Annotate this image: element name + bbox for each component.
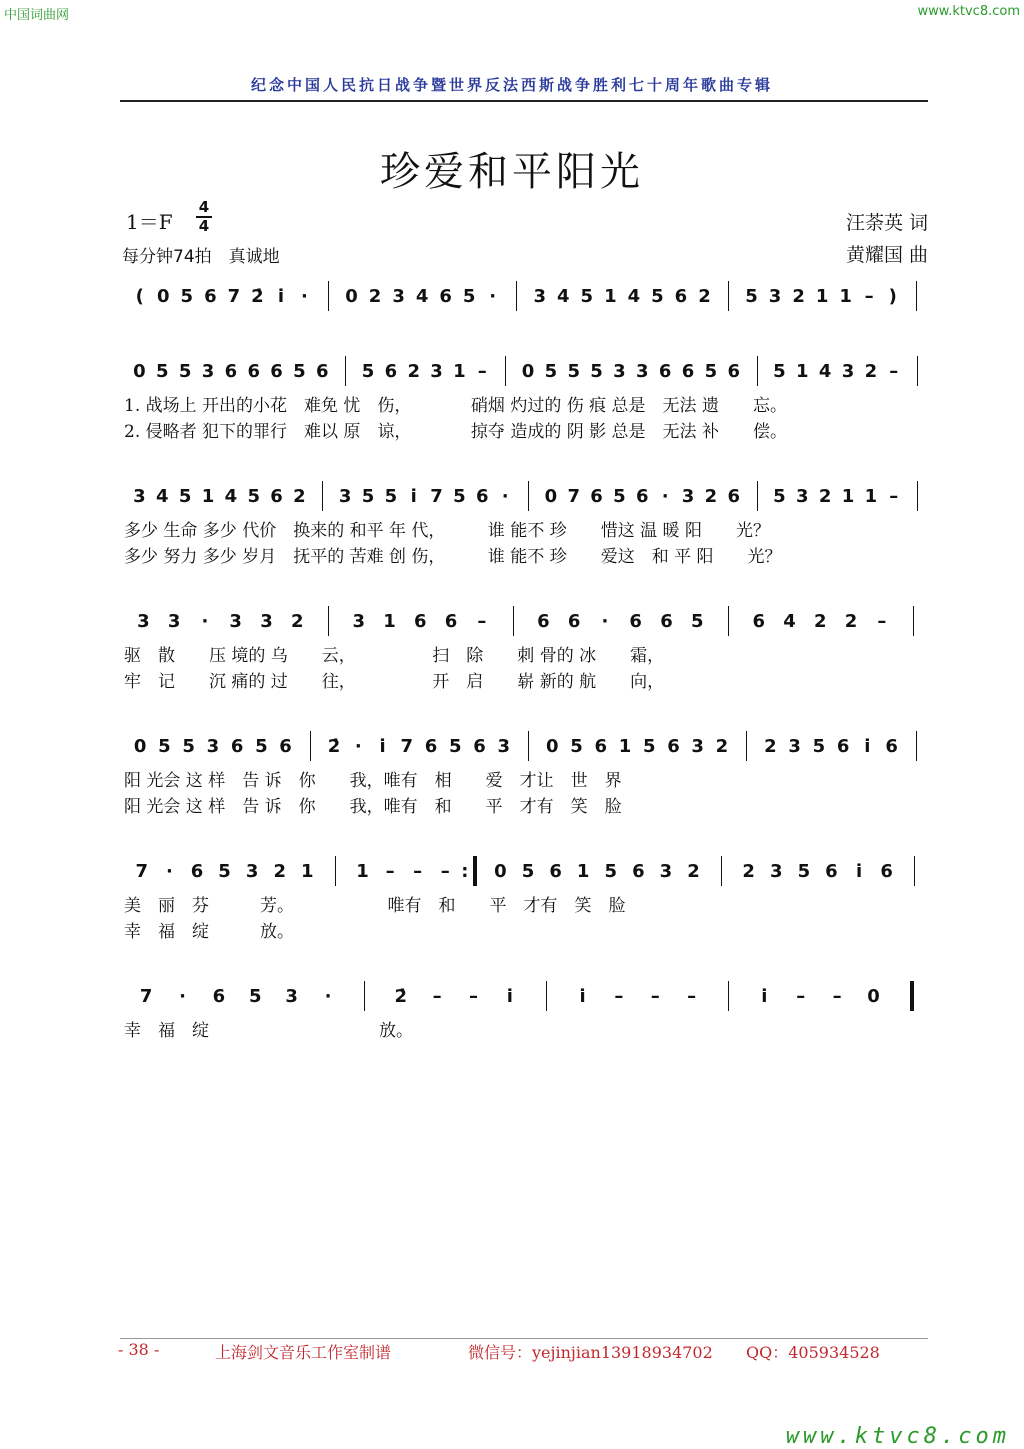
note: 6: [476, 486, 489, 507]
note: 3: [788, 736, 801, 757]
site-watermark-bottom: www.ktvc8.com: [785, 1424, 1010, 1449]
composer-credit: 黄耀国 曲: [845, 244, 928, 266]
wechat-id: 微信号：yejinjian13918934702: [468, 1343, 713, 1362]
note: 2: [864, 361, 878, 382]
note: 3: [260, 611, 273, 632]
notation-row: [120, 609, 930, 637]
note: i̇: [855, 861, 863, 882]
lyric-line: [120, 917, 930, 941]
note: 2: [704, 486, 718, 507]
note: 2: [764, 736, 777, 757]
note: 1: [796, 361, 809, 382]
note: (: [135, 286, 144, 307]
note: 2: [698, 286, 711, 307]
note: –: [796, 986, 806, 1007]
lyric-text: 多少 生命 多少 代价 换来的 和平 年 代， 谁 能不 珍 惜这 温 暖 阳 光？: [124, 521, 770, 541]
note: 5: [293, 361, 306, 382]
note: i̇: [410, 486, 417, 507]
note: 5: [178, 361, 192, 382]
note: 6: [880, 861, 893, 882]
note: 7: [139, 986, 153, 1007]
note: 6: [384, 361, 398, 382]
note: 5: [590, 361, 603, 382]
lyric-line: [120, 667, 930, 691]
note: 6: [549, 861, 562, 882]
bar-line: [916, 281, 917, 311]
footer-divider: [120, 1338, 928, 1339]
note: 6: [473, 736, 486, 757]
note: 3: [659, 861, 673, 882]
note: 5: [604, 861, 618, 882]
bar-line: [473, 856, 477, 886]
note: 6: [270, 361, 283, 382]
note: 6: [212, 986, 226, 1007]
tempo-marking: 每分钟74拍 真诚地: [122, 247, 280, 267]
bar-line: [914, 856, 915, 886]
note: 2: [368, 286, 382, 307]
note: 5: [361, 486, 375, 507]
note: 3: [636, 361, 649, 382]
note: 1: [839, 286, 852, 307]
note: 2: [715, 736, 729, 757]
note: 1: [841, 486, 855, 507]
lyric-line: [120, 516, 930, 540]
note: 5: [773, 486, 786, 507]
lyric-line: [120, 391, 930, 415]
note: i̇: [864, 736, 871, 757]
note: 5: [651, 286, 664, 307]
note: 6: [414, 611, 427, 632]
site-watermark-left: 中国词曲网: [4, 8, 70, 23]
note: 5: [462, 286, 476, 307]
note: 3: [796, 486, 809, 507]
note: ·: [201, 611, 209, 632]
note: 3: [137, 611, 150, 632]
note: –: [889, 361, 899, 382]
note: –: [477, 361, 487, 382]
note: –: [413, 861, 423, 882]
lyric-text: 阳 光会 这 样 告 诉 你 我，唯有 相 爱 才让 世 界: [124, 771, 622, 791]
note: 2: [818, 486, 832, 507]
note: 7: [400, 736, 414, 757]
note: 6: [727, 486, 740, 507]
note: 5: [182, 736, 195, 757]
notation-row: [120, 984, 930, 1012]
bar-line: [505, 356, 506, 386]
note: 5: [180, 286, 194, 307]
note: 6: [247, 361, 260, 382]
note: 3: [245, 861, 259, 882]
note: 6: [279, 736, 292, 757]
bar-line: [328, 606, 329, 636]
bar-line: [364, 981, 365, 1011]
note: 3: [768, 286, 782, 307]
note: 5: [745, 286, 758, 307]
collection-title: 纪念中国人民抗日战争暨世界反法西斯战争胜利七十周年歌曲专辑: [250, 76, 773, 94]
bar-line: [916, 731, 917, 761]
bar-line: [528, 481, 529, 511]
note: 5: [613, 486, 626, 507]
note: 6: [825, 861, 838, 882]
note: 6: [590, 486, 603, 507]
studio-credit: 上海剑文音乐工作室制谱: [215, 1343, 392, 1362]
note: 5: [247, 486, 260, 507]
note: 0: [867, 986, 880, 1007]
note: ·: [165, 861, 173, 882]
note: i̇: [277, 286, 285, 307]
note: 6: [658, 361, 672, 382]
bar-line: [728, 606, 729, 636]
note: 2̇: [327, 736, 341, 757]
note: –: [477, 611, 487, 632]
bar-line: [513, 606, 514, 636]
lyric-text: 驱 散 压 境的 乌 云， 扫 除 刺 骨的 冰 霜，: [124, 646, 665, 666]
note: 5: [773, 361, 786, 382]
bar-line: [335, 856, 336, 886]
note: 5: [249, 986, 262, 1007]
lyric-text: 幸 福 绽 放。: [124, 1021, 413, 1041]
note: –: [432, 986, 442, 1007]
note: 3: [681, 486, 695, 507]
note: –: [614, 986, 624, 1007]
note: 2: [293, 486, 306, 507]
note: 1: [864, 486, 878, 507]
lyric-line: [120, 641, 930, 665]
bar-line: [917, 481, 918, 511]
note: 3: [770, 861, 783, 882]
note: –: [889, 486, 899, 507]
note: –: [468, 986, 478, 1007]
bar-line: [516, 281, 517, 311]
note: 5: [384, 486, 398, 507]
note: 3: [392, 286, 405, 307]
note: 2: [290, 611, 304, 632]
note: 1: [604, 286, 617, 307]
note: 4: [557, 286, 570, 307]
note: 5: [544, 361, 558, 382]
note: 2: [687, 861, 700, 882]
note: 1: [356, 861, 369, 882]
note: 3: [430, 361, 443, 382]
note: 5: [255, 736, 268, 757]
lyric-line: [120, 766, 930, 790]
note: 6: [567, 611, 581, 632]
note: 0: [521, 361, 535, 382]
lyric-text: 多少 努力 多少 岁月 抚平的 苦难 创 伤， 谁 能不 珍 爱这 和 平 阳 光？: [124, 547, 782, 567]
bar-line: [528, 731, 529, 761]
note: 3: [229, 611, 242, 632]
bar-line: [322, 481, 323, 511]
note: 5: [642, 736, 656, 757]
note: ·: [301, 286, 308, 307]
note: 5: [580, 286, 594, 307]
note: 6: [230, 736, 244, 757]
note: 3: [352, 611, 366, 632]
note: 5: [690, 611, 704, 632]
note: ·: [179, 986, 186, 1007]
note: 6: [316, 361, 329, 382]
note: 6: [681, 361, 695, 382]
bar-line: [913, 606, 914, 636]
note: 1: [301, 861, 314, 882]
note: 4: [627, 286, 641, 307]
notation-row: [120, 359, 930, 387]
lyric-line: [120, 891, 930, 915]
note: 2: [814, 611, 827, 632]
note: 7: [567, 486, 580, 507]
note: ·: [489, 286, 497, 307]
note: 5: [218, 861, 231, 882]
note: 1: [815, 286, 829, 307]
note: 0: [544, 486, 558, 507]
time-signature: [196, 200, 212, 234]
note: 1: [201, 486, 215, 507]
note: 6: [629, 611, 642, 632]
note: –: [440, 861, 450, 882]
note: 0: [345, 286, 358, 307]
page-number: - 38 -: [118, 1340, 160, 1359]
note: 3: [338, 486, 352, 507]
note: 5: [797, 861, 811, 882]
note: 3: [691, 736, 704, 757]
note: 6: [752, 611, 766, 632]
bar-line: [328, 281, 329, 311]
note: 6: [885, 736, 898, 757]
note: 4: [224, 486, 238, 507]
note: ·: [501, 486, 509, 507]
bar-line: [757, 356, 758, 386]
bar-line: [728, 981, 729, 1011]
note: 5: [570, 736, 583, 757]
bar-line: [345, 356, 346, 386]
lyric-line: [120, 1016, 930, 1040]
note: 3: [133, 486, 146, 507]
bar-line: [728, 281, 729, 311]
note: i̇: [761, 986, 768, 1007]
note: 6: [727, 361, 740, 382]
note: –: [877, 611, 887, 632]
note: 6: [636, 486, 649, 507]
note: 2: [273, 861, 286, 882]
note: 6: [424, 736, 438, 757]
lyric-text: 幸 福 绽 放。: [124, 922, 294, 942]
note: 0: [545, 736, 559, 757]
note: 3: [497, 736, 511, 757]
note: 2̇: [251, 286, 264, 307]
note: 0: [494, 861, 507, 882]
note: 3: [613, 361, 626, 382]
bar-line: [746, 731, 747, 761]
note: 6: [537, 611, 550, 632]
note: –: [864, 286, 874, 307]
note: 6: [836, 736, 850, 757]
note: 6: [224, 361, 238, 382]
lyricist-credit: 汪荼英 词: [845, 212, 928, 234]
note: 6: [444, 611, 458, 632]
bar-line: [917, 356, 918, 386]
lyric-text: 2. 侵略者 犯下的罪行 难以 原 谅， 掠夺 造成的 阴 影 总是 无法 补 偿。: [124, 422, 787, 442]
note: ·: [354, 736, 362, 757]
note: 6: [190, 861, 204, 882]
note: 4: [818, 361, 832, 382]
bar-line: [910, 981, 914, 1011]
note: 2̇: [394, 986, 407, 1007]
note: 3: [841, 361, 855, 382]
note: 1: [453, 361, 466, 382]
lyric-text: 美 丽 芬 芳。 唯有 和 平 才有 笑 脸: [124, 896, 626, 916]
note: 3: [167, 611, 181, 632]
note: 7: [135, 861, 149, 882]
note: 7: [227, 286, 241, 307]
repeat-sign: :: [461, 861, 469, 882]
bar-line: [546, 981, 547, 1011]
note: i̇: [579, 986, 586, 1007]
note: –: [385, 861, 395, 882]
time-signature-top: 4: [198, 198, 210, 216]
site-watermark-right: www.ktvc8.com: [917, 4, 1020, 19]
note: –: [650, 986, 660, 1007]
note: i̇: [506, 986, 513, 1007]
key-signature: 1＝F: [126, 210, 173, 234]
note: 5: [158, 736, 171, 757]
note: 7: [430, 486, 443, 507]
notation-row: [120, 734, 930, 762]
bar-line: [721, 856, 722, 886]
note: 4: [415, 286, 429, 307]
bar-line: [757, 481, 758, 511]
note: 3: [206, 736, 220, 757]
note: –: [832, 986, 842, 1007]
lyric-text: 阳 光会 这 样 告 诉 你 我，唯有 和 平 才有 笑 脸: [124, 797, 622, 817]
note: 6: [594, 736, 607, 757]
notation-row: [120, 859, 930, 887]
notation-row: [120, 484, 930, 512]
note: 6: [439, 286, 452, 307]
song-title: 珍爱和平阳光: [380, 149, 644, 195]
note: 6: [204, 286, 217, 307]
note: 1: [618, 736, 632, 757]
note: 5: [704, 361, 718, 382]
note: 5: [453, 486, 466, 507]
note: 0: [133, 736, 147, 757]
note: 1: [383, 611, 396, 632]
note: 0: [133, 361, 146, 382]
note: ): [888, 286, 897, 307]
time-signature-bottom: 4: [198, 217, 210, 235]
note: 0: [157, 286, 170, 307]
note: 3: [201, 361, 215, 382]
note: 5: [812, 736, 826, 757]
lyric-line: [120, 417, 930, 441]
note: 5: [567, 361, 580, 382]
notation-row: [120, 284, 930, 312]
note: 2: [844, 611, 858, 632]
note: 5: [521, 861, 535, 882]
note: 2: [742, 861, 755, 882]
note: 6: [667, 736, 680, 757]
note: 6: [660, 611, 673, 632]
note: i̇: [379, 736, 386, 757]
note: 2: [407, 361, 420, 382]
note: ·: [661, 486, 669, 507]
note: 6: [270, 486, 283, 507]
note: ·: [601, 611, 609, 632]
note: –: [687, 986, 697, 1007]
note: 6: [632, 861, 645, 882]
lyric-text: 牢 记 沉 痛的 过 往， 开 启 崭 新的 航 向，: [124, 672, 665, 692]
note: 5: [156, 361, 169, 382]
note: 2: [792, 286, 805, 307]
lyric-line: [120, 542, 930, 566]
note: 3: [533, 286, 547, 307]
note: 5: [449, 736, 462, 757]
header-divider: [120, 100, 928, 102]
note: 4: [156, 486, 169, 507]
lyric-text: 1. 战场上 开出的小花 难免 忧 伤， 硝烟 灼过的 伤 痕 总是 无法 遗 忘。: [124, 396, 787, 416]
lyric-line: [120, 792, 930, 816]
note: ·: [324, 986, 332, 1007]
note: 5: [178, 486, 192, 507]
note: 4: [783, 611, 796, 632]
bar-line: [310, 731, 311, 761]
note: 3: [285, 986, 298, 1007]
note: 6: [674, 286, 688, 307]
note: 1: [576, 861, 590, 882]
qq-id: QQ：405934528: [746, 1343, 880, 1362]
note: 5: [361, 361, 375, 382]
